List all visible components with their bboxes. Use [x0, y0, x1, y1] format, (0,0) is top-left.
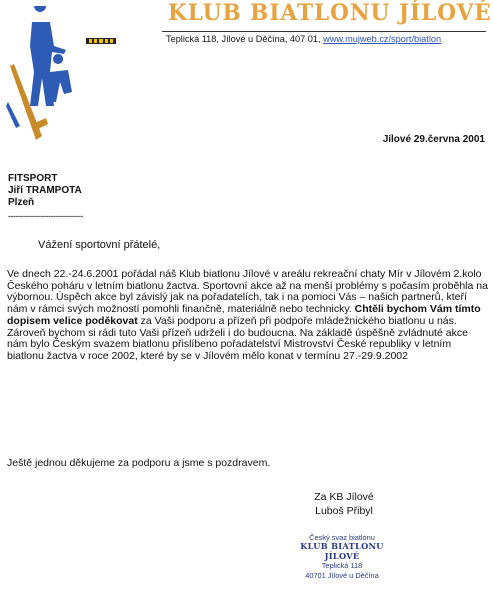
- stamp-line-2: KLUB BIATLONU JÍLOVÉ: [300, 541, 384, 561]
- recipient-city: Plzeň: [8, 197, 35, 208]
- paragraph-1: [7, 269, 489, 328]
- recipient-block: [8, 173, 82, 209]
- letter-body: [7, 269, 489, 363]
- recipient-company: FITSPORT: [8, 173, 58, 184]
- stamp-line-1: Český svaz biatlonu: [309, 533, 375, 542]
- signature-name: Luboš Přibyl: [315, 505, 373, 517]
- paragraph-2: Zároveň bychom si rádi tuto Vaši přízeň udrželi i do budoucna. Na základě úspěšně zvládnuté akce nám bylo Českým svazem biatlonu přislíbeno pořadatelství Mistrovství České republiky v letním biatlonu žactva v roce 2002, které by se v Jílovém mělo konat v termínu 27.-29.9.2002: [7, 326, 468, 362]
- greeting: Vážení sportovní přátelé,: [38, 239, 161, 251]
- paragraph-1-text: Ve dnech 22.-24.6.2001 pořádal náš Klub biatlonu Jílové v areálu rekreační chaty Mír v Jílovém 2.kolo Českého poháru v letním biatlonu žactva. Sportovní akce až na menší problémy s počasím proběhla na výbornou. Úspěch akce byl závislý jak na pořadatelích, tak i na pomoci Vás – našich partnerů, kteří nám v rámci svých možností pomohli finančně, materiálně nebo technicky.: [7, 268, 488, 316]
- address-text: Teplická 118, Jílové u Děčína, 407 01,: [166, 34, 321, 44]
- club-stamp: [288, 533, 396, 580]
- club-address: [166, 34, 441, 44]
- header-divider: [162, 31, 486, 32]
- paragraph-1-end: za Vaši podporu a přízeň při podpoře mládežnického biatlonu u nás.: [137, 314, 457, 327]
- closing-line: Ještě jednou děkujeme za podporu a jsme s pozdravem.: [7, 457, 271, 469]
- letter-date: Jílové 29.června 2001: [382, 134, 485, 145]
- website-link[interactable]: www.mujweb.cz/sport/biatlon: [323, 34, 442, 44]
- biathlete-logo: [6, 6, 76, 142]
- signature-block: [289, 490, 399, 518]
- target-dots-icon: [86, 38, 116, 44]
- thank-you-emphasis: Chtěli bychom Vám tímto dopisem velice poděkovat: [7, 303, 481, 327]
- signature-org: Za KB Jílové: [314, 491, 374, 503]
- recipient-name: Jiří TRAMPOTA: [8, 185, 82, 196]
- stamp-line-4: 40701 Jílové u Děčína: [305, 570, 379, 580]
- club-title: KLUB BIATLONU JÍLOVÉ: [168, 0, 492, 26]
- stamp-line-3: Teplická 118: [321, 561, 363, 571]
- ski-pole-icon: [6, 102, 20, 128]
- recipient-rule: ------------------------------: [8, 211, 83, 221]
